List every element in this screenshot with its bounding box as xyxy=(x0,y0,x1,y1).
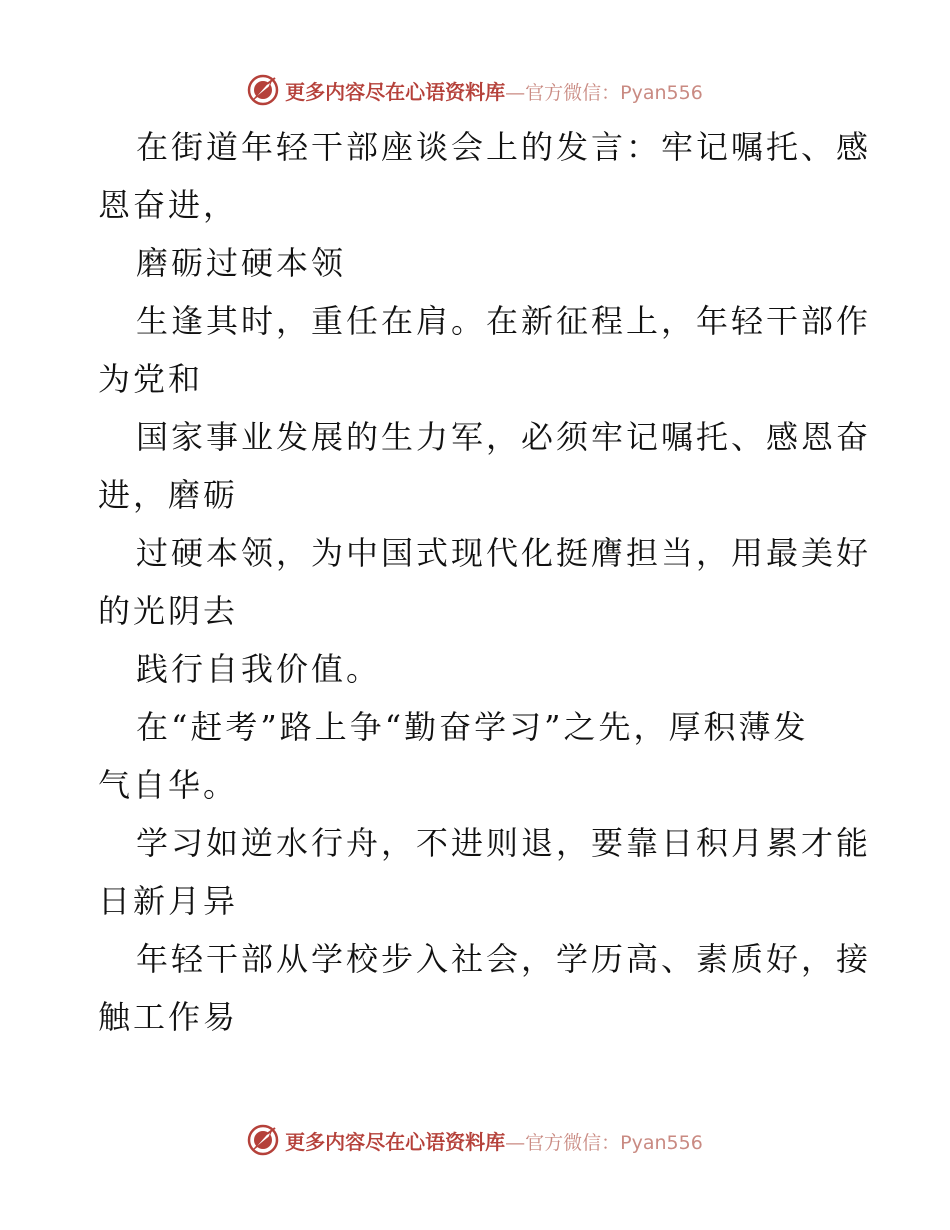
header-banner-main: 更多内容尽在心语资料库 xyxy=(285,79,506,104)
header-banner xyxy=(0,70,950,110)
body-line: 进，磨砺 xyxy=(98,476,239,514)
footer-banner-text xyxy=(285,1126,703,1155)
body-line: 触工作易 xyxy=(98,998,239,1036)
header-banner-content xyxy=(247,74,703,106)
body-line: 践行自我价值。 xyxy=(136,650,382,688)
footer-banner-wechat-label: 官方微信： xyxy=(525,1131,621,1154)
body-line: 学习如逆水行舟，不进则退，要靠日积月累才能 xyxy=(136,824,872,862)
body-line: 为党和 xyxy=(98,360,204,398)
header-banner-wechat-label: 官方微信： xyxy=(525,81,621,104)
header-banner-wechat-id: Pyan556 xyxy=(620,81,703,104)
body-line: 气自华。 xyxy=(98,766,239,804)
document-body xyxy=(98,118,872,1046)
footer-banner-main: 更多内容尽在心语资料库 xyxy=(285,1129,506,1154)
body-line: 年轻干部从学校步入社会，学历高、素质好，接 xyxy=(136,940,872,978)
body-line: 在街道年轻干部座谈会上的发言：牢记嘱托、感 xyxy=(136,128,872,166)
body-line: 过硬本领，为中国式现代化挺膺担当，用最美好 xyxy=(136,534,872,572)
body-line: 的光阴去 xyxy=(98,592,239,630)
footer-banner xyxy=(0,1120,950,1160)
body-line: 磨砺过硬本领 xyxy=(136,244,347,282)
body-line: 国家事业发展的生力军，必须牢记嘱托、感恩奋 xyxy=(136,418,872,456)
feather-pen-logo-icon xyxy=(247,1124,279,1156)
body-line: 在“赶考”路上争“勤奋学习”之先，厚积薄发 xyxy=(136,708,809,746)
header-banner-text xyxy=(285,76,703,105)
header-banner-dash: — xyxy=(505,79,526,104)
footer-banner-dash: — xyxy=(505,1129,526,1154)
feather-pen-logo-icon xyxy=(247,74,279,106)
footer-banner-wechat-id: Pyan556 xyxy=(620,1131,703,1154)
footer-banner-content xyxy=(247,1124,703,1156)
body-line: 日新月异 xyxy=(98,882,239,920)
body-line: 生逢其时，重任在肩。在新征程上，年轻干部作 xyxy=(136,302,872,340)
body-line: 恩奋进， xyxy=(98,186,239,224)
